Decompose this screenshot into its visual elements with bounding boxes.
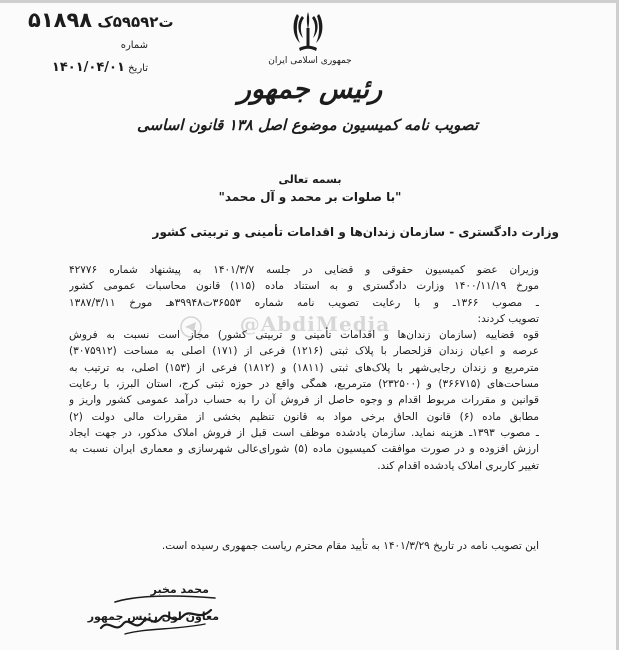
tarikh-label: تاریخ (128, 63, 148, 74)
registration-date-line (38, 60, 148, 76)
iran-emblem-icon (291, 10, 325, 54)
body-line: مترمربع و زندان رجایی‌شهر با پلاک‌های ثبتی (۱۸۱۱) و (۱۸۱۲) فرعی از (۱۵۳) اصلی، به ترتیب به (69, 361, 539, 374)
body-line: ـ مصوب ۱۳۹۳ـ هزینه نماید. سازمان یادشده موظف است قبل از فروش املاک مذکور، در جهت ایجاد (69, 426, 539, 439)
registration-number-small: ت۵۹۵۹۲ک (97, 13, 174, 31)
registration-date: ۱۴۰۱/۰۴/۰۱ (51, 60, 125, 75)
body-line: تصویب کردند: (477, 312, 539, 325)
body-line: ـ مصوب ۱۳۶۶ـ و با رعایت تصویب نامه شماره ۳۶۵۵۳ت۳۹۹۴۸هـ مورخ ۱۳۸۷/۳/۱۱ (69, 296, 539, 309)
body-line: مساحت‌های (۳۶۶۷۱۵) و (۲۳۲۵۰۰) مترمربع، همگی واقع در حوزه ثبتی کرج، استان البرز، با رعایت (69, 378, 539, 391)
approval-subject: تصویب نامه کمیسیون موضوع اصل ۱۳۸ قانون اساسی (137, 116, 478, 134)
republic-title: جمهوری اسلامی ایران (268, 56, 352, 66)
body-line: ارزش افزوده و در صورت موافقت کمیسیون ماده (۵) شورای‌عالی شهرسازی و معماری ایران نسبت به (69, 443, 539, 456)
body-line: قوه قضاییه (سازمان زندان‌ها و اقدامات تأمینی و تربیتی کشور) مجاز است نسبت به فروش (69, 329, 539, 342)
body-line: مطابق ماده (۶) قانون الحاق برخی مواد به قانون تنظیم بخشی از مقررات مالی دولت (۲) (69, 410, 539, 423)
body-line: قوانین و مقررات مربوط اقدام و وجوه حاصل از فروش آن را به حساب درآمد عمومی کشور واریز و (69, 394, 539, 407)
signatory-name: محمد مخبر (150, 583, 209, 596)
bismillah: بسمه تعالی (278, 173, 342, 186)
body-line: عرصه و اعیان زندان قزلحصار با پلاک ثبتی (۱۲۱۶) فرعی از (۱۷۱) اصلی به مساحت (۳۰۷۵۹۱۲) (69, 345, 539, 358)
registration-number (28, 8, 188, 30)
approval-confirmation: این تصویب نامه در تاریخ ۱۴۰۱/۳/۲۹ به تأیید مقام محترم ریاست جمهوری رسیده است. (161, 540, 539, 552)
signatory-title: معاون اول رئیس جمهور (87, 610, 219, 623)
body-line: مورخ ۱۴۰۰/۱۱/۱۹ وزارت دادگستری و به استناد ماده (۱۱۵) قانون محاسبات عمومی کشور (69, 280, 539, 293)
salavat: "با صلوات بر محمد و آل محمد" (218, 190, 402, 204)
shomare-label: شماره (120, 40, 148, 51)
decree-body (69, 262, 539, 474)
registration-shomare-line (38, 40, 148, 56)
president-title: رئیس جمهور (237, 74, 383, 105)
watermark-text: @AbdiMedia (239, 312, 391, 336)
registration-number-big: ۵۱۸۹۸ (28, 8, 93, 32)
scan-edge-top (0, 0, 619, 3)
body-line: تغییر کاربری املاک یادشده اقدام کند. (377, 459, 539, 472)
body-line: وزیران عضو کمیسیون حقوقی و قضایی در جلسه ۱۴۰۱/۳/۷ به پیشنهاد شماره ۴۲۷۷۶ (69, 264, 539, 276)
recipient-line: وزارت دادگستری - سازمان زندان‌ها و اقدامات تأمینی و تربیتی کشور (152, 225, 559, 239)
